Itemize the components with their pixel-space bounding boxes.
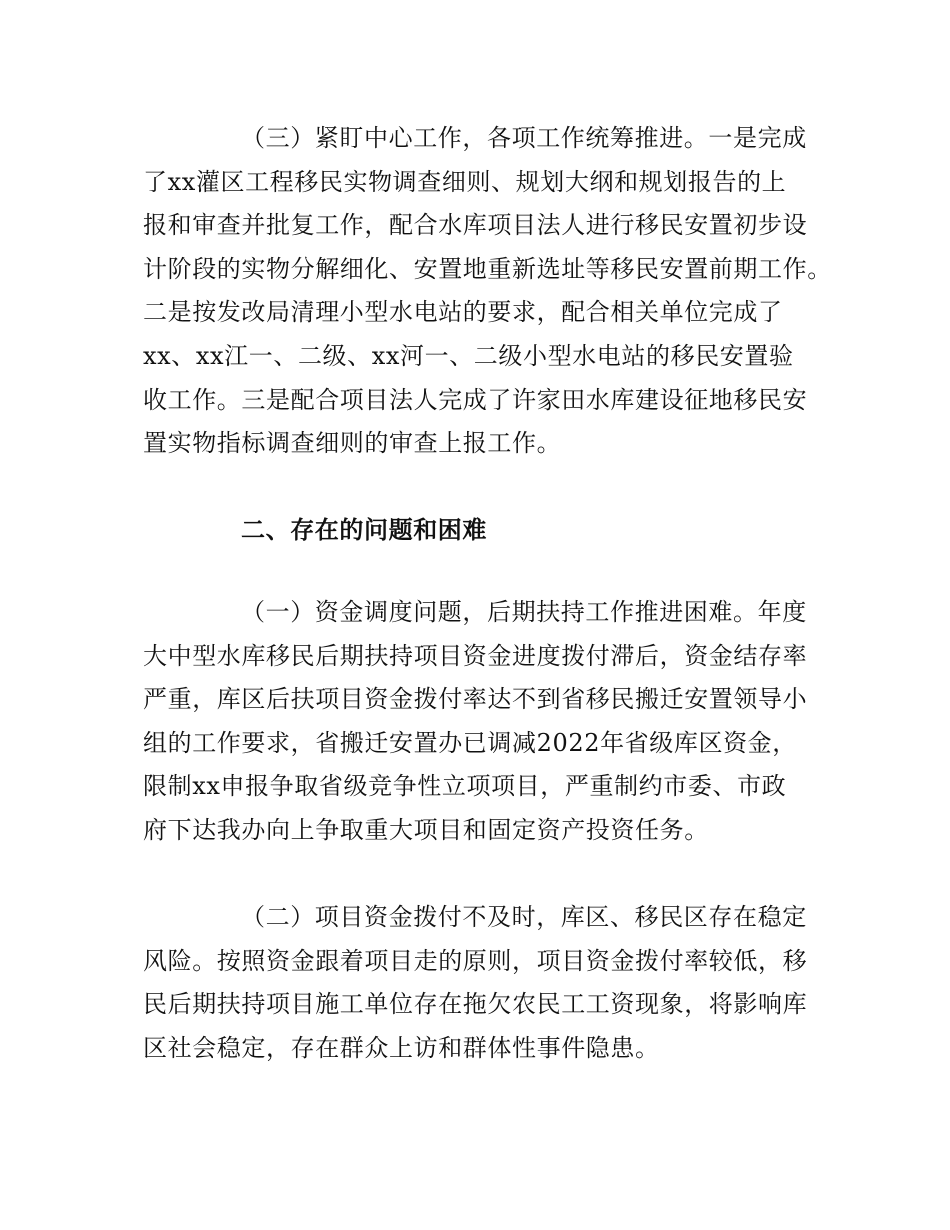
paragraph-line: 府下达我办向上争取重大项目和固定资产投资任务。 xyxy=(143,815,709,844)
paragraph-line: 报和审查并批复工作，配合水库项目法人进行移民安置初步设 xyxy=(143,211,808,240)
paragraph-line: 组的工作要求，省搬迁安置办已调减2022年省级库区资金， xyxy=(143,728,797,757)
paragraph-line: 区社会稳定，存在群众上访和群体性事件隐患。 xyxy=(143,1033,660,1062)
paragraph-line: 二是按发改局清理小型水电站的要求，配合相关单位完成了 xyxy=(143,298,783,327)
paragraph-fund-disbursement xyxy=(143,896,843,1070)
paragraph-line: xx、xx江一、二级、xx河一、二级小型水电站的移民安置验 xyxy=(143,341,794,370)
paragraph-fund-scheduling xyxy=(143,591,843,853)
paragraph-coordinate-work xyxy=(143,117,843,466)
paragraph-line: 风险。按照资金跟着项目走的原则，项目资金拨付率较低，移 xyxy=(143,946,808,975)
paragraph-line: 限制xx申报争取省级竞争性立项项目，严重制约市委、市政 xyxy=(143,772,787,801)
paragraph-line: 了xx灌区工程移民实物调查细则、规划大纲和规划报告的上 xyxy=(143,167,787,196)
paragraph-line: 大中型水库移民后期扶持项目资金进度拨付滞后，资金结存率 xyxy=(143,641,808,670)
section-heading: 二、存在的问题和困难 xyxy=(241,515,487,544)
paragraph-line: 置实物指标调查细则的审查上报工作。 xyxy=(143,429,562,458)
paragraph-line: 收工作。三是配合项目法人完成了许家田水库建设征地移民安 xyxy=(143,385,808,414)
paragraph-line: 计阶段的实物分解细化、安置地重新选址等移民安置前期工作。 xyxy=(143,254,832,283)
paragraph-line: 民后期扶持项目施工单位存在拖欠农民工工资现象，将影响库 xyxy=(143,990,808,1019)
paragraph-line: （二）项目资金拨付不及时，库区、移民区存在稳定 xyxy=(241,903,807,931)
paragraph-line: 严重，库区后扶项目资金拨付率达不到省移民搬迁安置领导小 xyxy=(143,685,808,714)
paragraph-line: （一）资金调度问题，后期扶持工作推进困难。年度 xyxy=(241,598,807,626)
paragraph-line: （三）紧盯中心工作，各项工作统筹推进。一是完成 xyxy=(241,124,807,152)
